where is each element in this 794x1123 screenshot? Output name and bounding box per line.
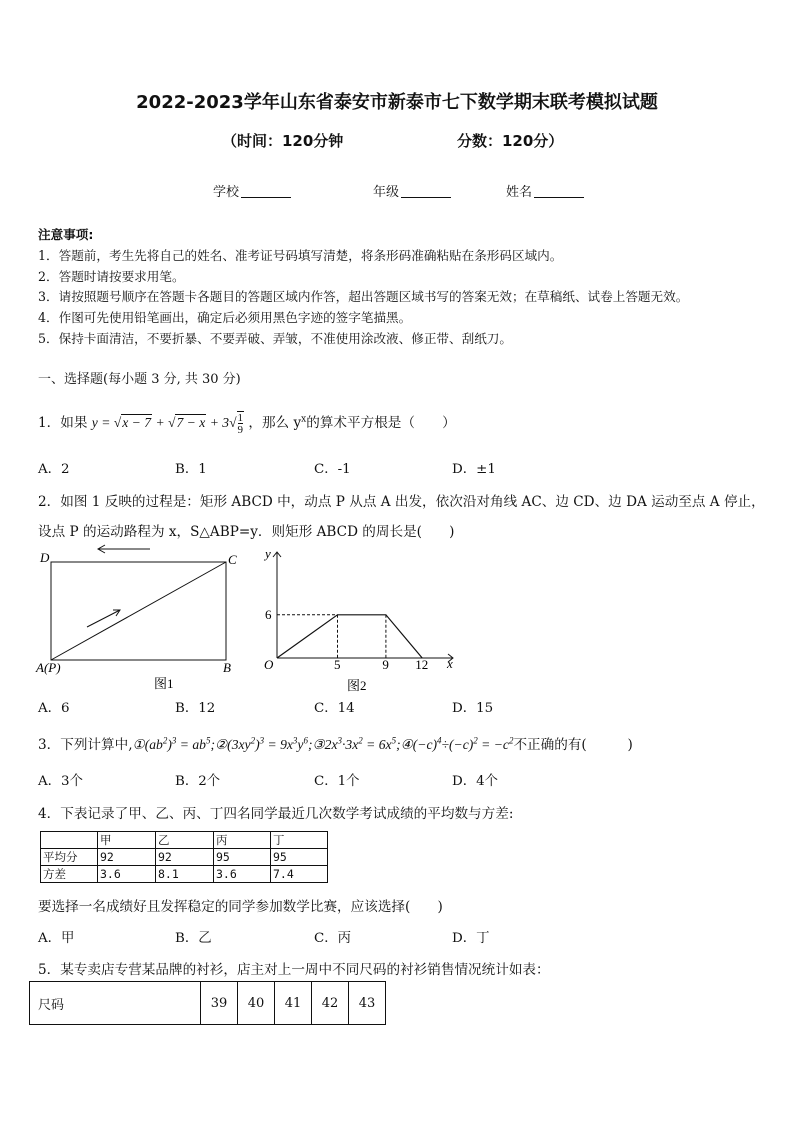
table-cell: 92 [98, 849, 156, 866]
table-cell: 方差 [41, 866, 98, 883]
q4-option-c[interactable]: C．丙 [314, 931, 352, 946]
size-cell: 42 [312, 982, 349, 1025]
note-item: 4．作图可先使用铅笔画出，确定后必须用黑色字迹的签字笔描黑。 [38, 310, 412, 325]
table-cell: 丙 [214, 832, 271, 849]
table-cell: 3.6 [98, 866, 156, 883]
q4-option-a[interactable]: A．甲 [38, 931, 75, 946]
exam-score: 分数：120分） [457, 132, 564, 150]
x-tick-label: 9 [382, 657, 389, 672]
table-cell: 8.1 [156, 866, 214, 883]
q4-question: 要选择一名成绩好且发挥稳定的同学参加数学比赛，应该选择( ) [38, 899, 443, 915]
q2-option-d[interactable]: D．15 [452, 701, 494, 716]
y-axis-label: y [265, 546, 271, 561]
grade-label: 年级 [373, 185, 400, 200]
diagonal-ac [51, 562, 226, 660]
q1-suffix2: 的算术平方根是（ ） [306, 415, 456, 431]
size-cell: 40 [238, 982, 275, 1025]
table-row [30, 982, 386, 1025]
q4-option-b[interactable]: B．乙 [175, 931, 212, 946]
point-a: A(P) [36, 660, 61, 675]
note-item: 1．答题前，考生先将自己的姓名、准考证号码填写清楚，将条形码准确粘贴在条形码区域内。 [38, 248, 563, 263]
q4-option-d[interactable]: D．丁 [452, 931, 490, 946]
table-cell: 丁 [271, 832, 328, 849]
q2-option-b[interactable]: B．12 [175, 701, 216, 716]
figure-2-label: 图2 [347, 678, 367, 692]
note-item: 5．保持卡面清洁，不要折暴、不要弄破、弄皱，不准使用涂改液、修正带、刮纸刀。 [38, 331, 512, 346]
origin-label: O [264, 657, 274, 672]
figure-1-rectangle [30, 540, 250, 690]
table-row [41, 849, 328, 866]
q3-option-c[interactable]: C．1个 [314, 774, 360, 789]
graph-line [277, 615, 422, 658]
q3-option-b[interactable]: B．2个 [175, 774, 221, 789]
question-1: 1．如果 y = √x − 7 + √7 − x + 3√1 9 ，那么 $y^x$的算术平方根是（ ） [38, 412, 456, 437]
q5-text: 5．某专卖店专营某品牌的衬衫，店主对上一周中不同尺码的衬衫销售情况统计如表： [38, 962, 550, 978]
q4-text: 4．下表记录了甲、乙、丙、丁四名同学最近几次数学考试成绩的平均数与方差: [38, 806, 514, 822]
school-field[interactable] [213, 181, 291, 200]
q1-formula: y = √x − 7 + √7 − x + 3√1 9 [91, 412, 244, 437]
q1-option-d[interactable]: D．±1 [452, 462, 496, 477]
grade-field[interactable] [373, 181, 451, 200]
table-cell: 乙 [156, 832, 214, 849]
note-item: 3．请按照题号顺序在答题卡各题目的答题区域内作答，超出答题区域书写的答案无效；在草稿纸、试卷上答题无效。 [38, 289, 689, 304]
q3-prefix: 3．下列计算中, [38, 737, 133, 753]
q3-suffix: 不正确的有( ) [513, 737, 633, 753]
q5-table [29, 981, 386, 1025]
table-row [41, 832, 328, 849]
table-cell: 92 [156, 849, 214, 866]
table-cell: 甲 [98, 832, 156, 849]
section-heading: 一、选择题(每小题 3 分, 共 30 分) [38, 372, 241, 387]
notes-heading: 注意事项: [38, 227, 94, 242]
table-cell: 7.4 [271, 866, 328, 883]
y-tick-label: 6 [265, 606, 272, 622]
size-cell: 43 [349, 982, 386, 1025]
q1-suffix: ，那么 y [248, 415, 302, 431]
school-label: 学校 [213, 185, 240, 200]
table-cell: 平均分 [41, 849, 98, 866]
size-label-cell: 尺码 [30, 982, 201, 1025]
q1-option-b[interactable]: B．1 [175, 462, 207, 477]
table-cell [41, 832, 98, 849]
q4-table [40, 831, 328, 883]
page-title: 2022-2023学年山东省泰安市新泰市七下数学期末联考模拟试题 [136, 92, 658, 113]
size-cell: 41 [275, 982, 312, 1025]
table-row [41, 866, 328, 883]
q3-formulas: $①(ab^2)^3$ = $ab^5;②(3xy^2)^3$ = $9x^3y^6;③2x^3\cdot 3x^2$ = $6x^5;④(-c)^4\div(-c)^2 = -c^2$ [132, 735, 514, 752]
figure-2-graph [255, 540, 465, 692]
name-field[interactable] [506, 181, 584, 200]
q3-option-a[interactable]: A．3个 [38, 774, 83, 789]
q1-option-c[interactable]: C．-1 [314, 462, 351, 477]
table-cell: 95 [214, 849, 271, 866]
size-cell: 39 [201, 982, 238, 1025]
question-3 [38, 733, 633, 753]
q1-prefix: 1．如果 [38, 415, 88, 431]
table-cell: 3.6 [214, 866, 271, 883]
name-label: 姓名 [506, 185, 533, 200]
x-tick-label: 5 [334, 657, 341, 672]
table-cell: 95 [271, 849, 328, 866]
q2-option-c[interactable]: C．14 [314, 701, 355, 716]
q2-line2: 设点 P 的运动路程为 x，S△ABP=y．则矩形 ABCD 的周长是( ) [38, 524, 455, 540]
x-tick-label: 12 [415, 657, 429, 672]
note-item: 2．答题时请按要求用笔。 [38, 269, 185, 284]
point-b: B [223, 660, 231, 675]
figure-1-label: 图1 [154, 676, 174, 690]
q3-option-d[interactable]: D．4个 [452, 774, 499, 789]
q2-line1: 2．如图 1 反映的过程是：矩形 ABCD 中，动点 P 从点 A 出发，依次沿对角线 AC、边 CD、边 DA 运动至点 A 停止， [38, 494, 765, 510]
q1-option-a[interactable]: A．2 [38, 462, 70, 477]
x-axis-label: x [447, 656, 453, 671]
q2-option-a[interactable]: A．6 [38, 701, 70, 716]
exam-time: （时间：120分钟 [222, 132, 344, 150]
point-c: C [228, 552, 237, 567]
point-d: D [40, 550, 50, 565]
